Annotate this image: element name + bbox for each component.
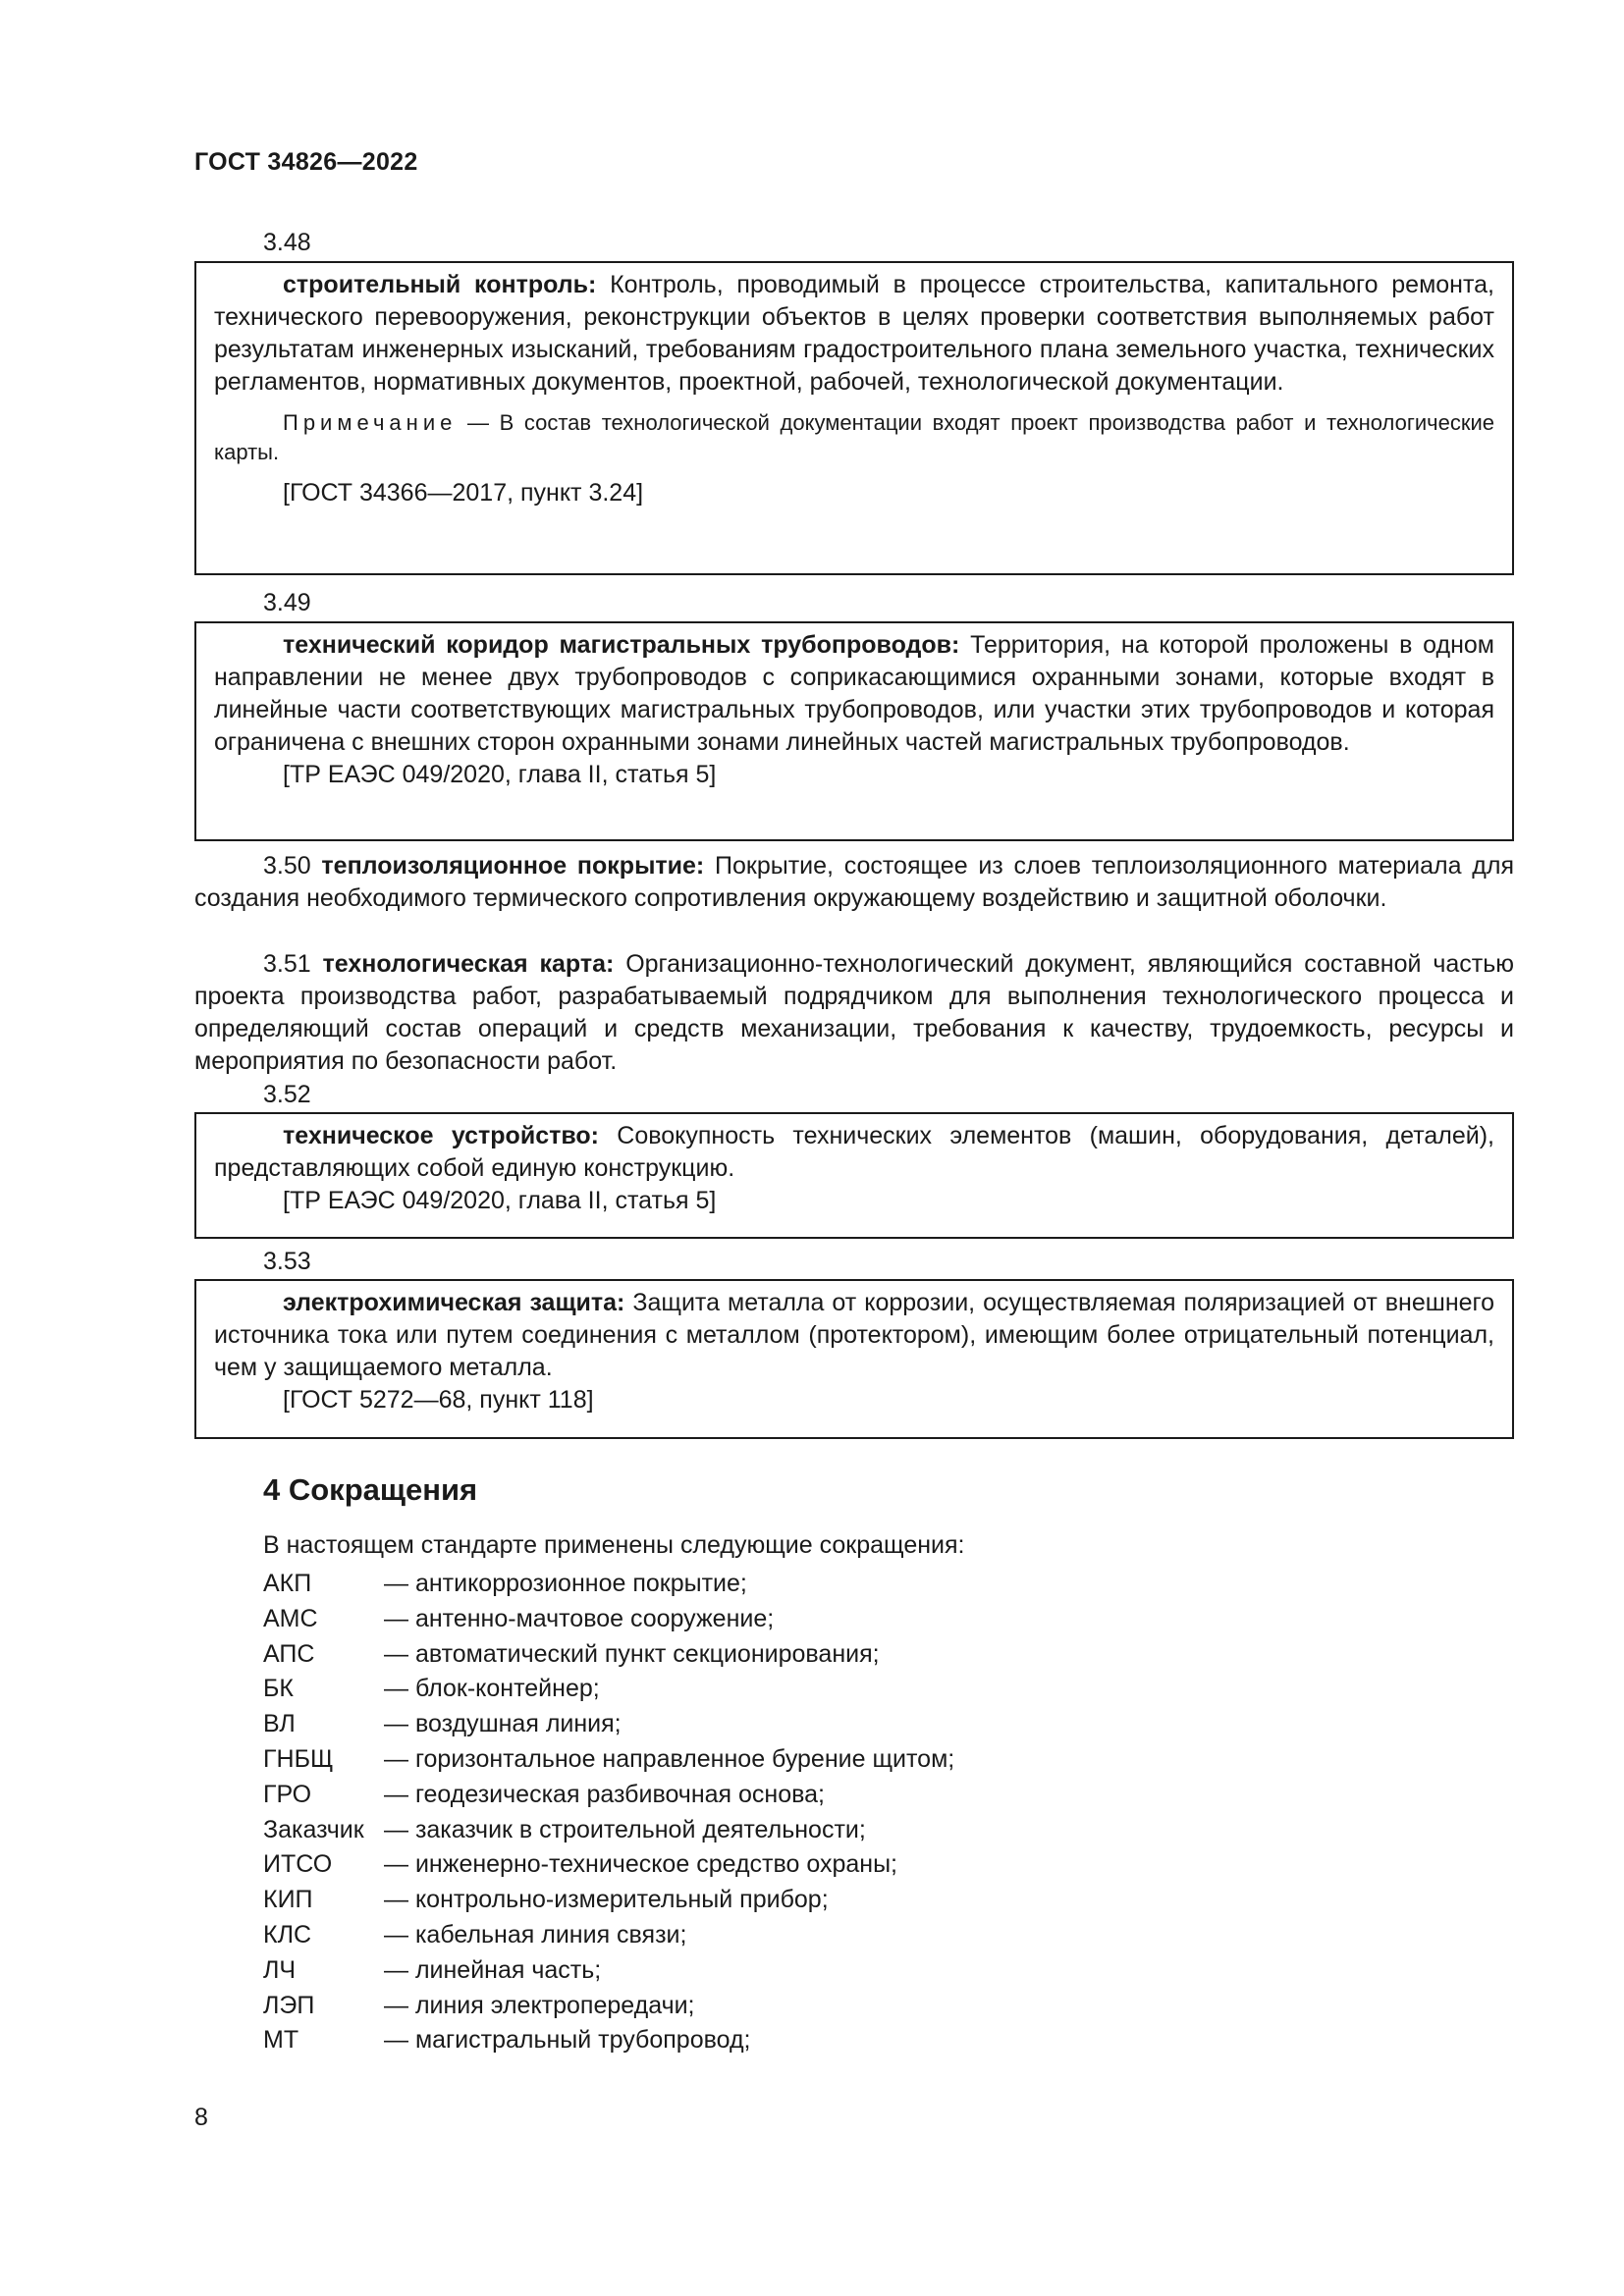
list-item (263, 1602, 954, 1637)
note-3-48 (214, 408, 1494, 467)
term-3-53: электрохимическая защита: (283, 1289, 625, 1316)
source-3-49: [ТР ЕАЭС 049/2020, глава II, статья 5] (283, 761, 717, 788)
term-number-3-49: 3.49 (263, 589, 311, 616)
definition-text-3-53: Защита металла от коррозии, осуществляемая поляризацией от внешнего источника тока или путем соединения с металлом (протектором), имеющим более отрицательный потенциал, чем у защищаемого металла. (214, 1289, 1494, 1381)
list-item (263, 1918, 954, 1953)
abbreviation-description: — контрольно-измерительный прибор; (384, 1886, 829, 1914)
list-item (263, 1707, 954, 1742)
definition-3-50 (194, 850, 1514, 915)
list-item (263, 1989, 954, 2024)
abbreviation-description: — антенно-мачтовое сооружение; (384, 1604, 775, 1632)
section-title: 4 Сокращения (263, 1472, 478, 1507)
abbreviation: Заказчик (263, 1815, 364, 1843)
definition-text-3-51: Организационно-технологический документ, являющийся составной частью проекта производства работ, разрабатываемый подрядчиком для выполнения технологического процесса и определяющий состав операций и средств механизации, требования к качеству, трудоемкость, ресурсы и мероприятия по безопасности работ. (194, 950, 1514, 1075)
abbreviation-description: — горизонтальное направленное бурение щитом; (384, 1744, 955, 1773)
abbreviation: МТ (263, 2026, 299, 2055)
abbreviation: АКП (263, 1570, 312, 1597)
abbreviation: АПС (263, 1639, 315, 1668)
term-number-3-48: 3.48 (263, 229, 311, 256)
definition-box-3-49 (194, 621, 1514, 841)
definition-box-3-53 (194, 1279, 1514, 1439)
definition-3-53 (214, 1287, 1494, 1384)
term-3-50: теплоизоляционное покрытие: (321, 852, 705, 880)
definition-3-52 (214, 1120, 1494, 1185)
abbreviation: КЛС (263, 1920, 312, 1949)
definition-text-3-50: Покрытие, состоящее из слоев теплоизоляционного материала для создания необходимого термического сопротивления окружающему воздействию и защитной оболочки. (194, 852, 1514, 912)
list-item (263, 1567, 954, 1602)
definition-3-48 (214, 269, 1494, 399)
abbreviation: ИТСО (263, 1850, 333, 1879)
abbreviation: ГНБЩ (263, 1744, 334, 1773)
list-item (263, 2023, 954, 2058)
list-item (263, 1847, 954, 1883)
definition-box-3-48 (194, 261, 1514, 575)
definition-3-51 (194, 948, 1514, 1078)
abbreviation-description: — геодезическая разбивочная основа; (384, 1780, 825, 1808)
abbreviation: БК (263, 1675, 294, 1703)
abbreviation-description: — антикоррозионное покрытие; (384, 1570, 747, 1597)
term-3-49: технический коридор магистральных трубопроводов: (283, 631, 960, 659)
list-item (263, 1813, 954, 1848)
abbreviation-description: — линейная часть; (384, 1955, 602, 1984)
abbreviation-description: — магистральный трубопровод; (384, 2026, 751, 2055)
section-intro: В настоящем стандарте применены следующие сокращения: (263, 1531, 965, 1559)
term-number-3-53: 3.53 (263, 1248, 311, 1275)
note-text: — В состав технологической документации входят проект производства работ и технологические карты. (214, 410, 1494, 464)
definition-3-49 (214, 629, 1494, 759)
list-item (263, 1742, 954, 1778)
abbreviation-description: — блок-контейнер; (384, 1675, 600, 1703)
abbreviation: КИП (263, 1886, 313, 1914)
term-3-51: технологическая карта: (322, 950, 615, 978)
list-item (263, 1672, 954, 1707)
source-3-52: [ТР ЕАЭС 049/2020, глава II, статья 5] (283, 1187, 717, 1214)
page-number: 8 (194, 2104, 208, 2131)
term-number-3-50: 3.50 (263, 852, 311, 880)
abbreviation: АМС (263, 1604, 318, 1632)
abbreviation-description: — линия электропередачи; (384, 1991, 695, 2019)
term-number-3-52: 3.52 (263, 1081, 311, 1108)
source-3-48: [ГОСТ 34366—2017, пункт 3.24] (283, 479, 644, 507)
abbreviation-list (263, 1567, 954, 2058)
document-header: ГОСТ 34826—2022 (194, 148, 418, 176)
definition-text-3-49: Территория, на которой проложены в одном направлении не менее двух трубопроводов с соприкасающимися охранными зонами, которые входят в линейные части соответствующих магистральных трубопроводов, или участки этих трубопроводов и которая ограничена с внешних сторон охранными зонами линейных частей магистральных трубопроводов. (214, 631, 1494, 756)
abbreviation-description: — инженерно-техническое средство охраны; (384, 1850, 897, 1879)
definition-text-3-48: Контроль, проводимый в процессе строительства, капитального ремонта, технического перевооружения, реконструкции объектов в целях проверки соответствия выполняемых работ результатам инженерных изысканий, требованиям градостроительного плана земельного участка, технических регламентов, нормативных документов, проектной, рабочей, технологической документации. (214, 271, 1494, 396)
definition-text-3-52: Совокупность технических элементов (машин, оборудования, деталей), представляющих собой единую конструкцию. (214, 1122, 1494, 1182)
abbreviation-description: — воздушная линия; (384, 1710, 622, 1738)
term-3-48: строительный контроль: (283, 271, 597, 298)
abbreviation-description: — кабельная линия связи; (384, 1920, 687, 1949)
list-item (263, 1778, 954, 1813)
abbreviation: ГРО (263, 1780, 312, 1808)
definition-box-3-52 (194, 1112, 1514, 1239)
source-3-53: [ГОСТ 5272—68, пункт 118] (283, 1386, 594, 1414)
note-label: Примечание (283, 410, 458, 435)
list-item (263, 1953, 954, 1989)
abbreviation-description: — заказчик в строительной деятельности; (384, 1815, 866, 1843)
abbreviation-description: — автоматический пункт секционирования; (384, 1639, 880, 1668)
list-item (263, 1637, 954, 1673)
term-3-52: техническое устройство: (283, 1122, 599, 1149)
term-number-3-51: 3.51 (263, 950, 311, 978)
list-item (263, 1883, 954, 1918)
abbreviation: ЛЧ (263, 1955, 297, 1984)
abbreviation: ВЛ (263, 1710, 296, 1738)
abbreviation: ЛЭП (263, 1991, 315, 2019)
